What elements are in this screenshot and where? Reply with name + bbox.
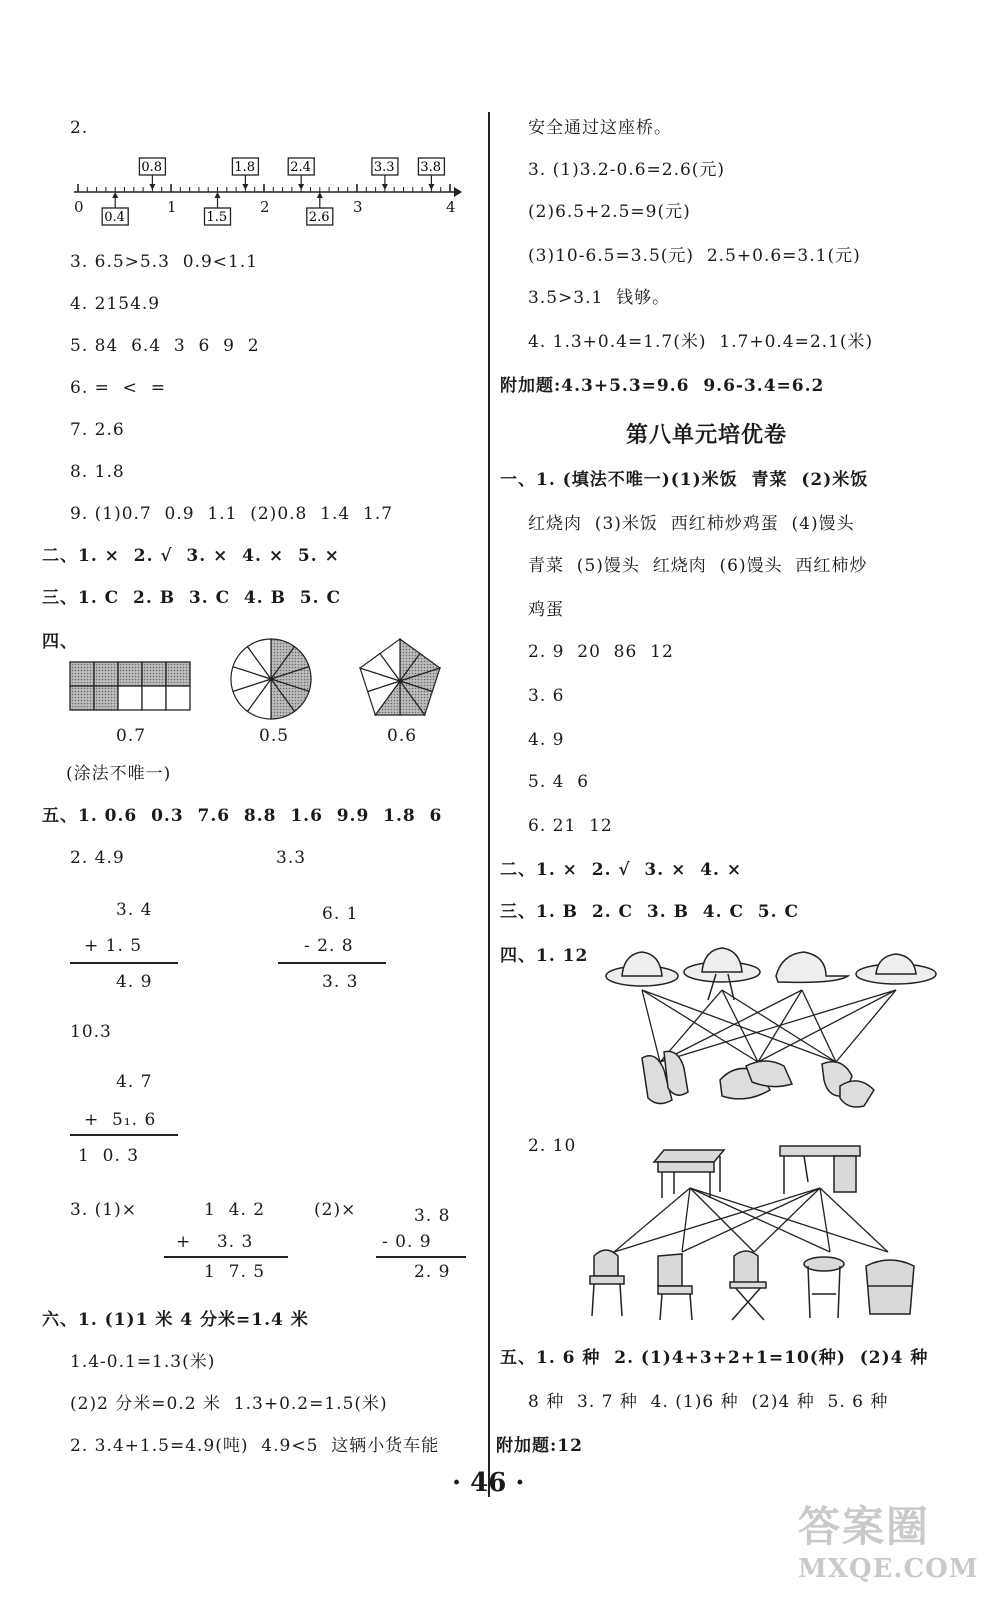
calc4-line1: 1 4. 2: [204, 1200, 266, 1220]
shoe-icon: [642, 1051, 874, 1107]
svg-text:3.8: 3.8: [420, 160, 442, 175]
calc3-rule: [70, 1134, 178, 1136]
calc2-result: 3. 3: [322, 972, 359, 992]
calc3-line2: + 5₁. 6: [84, 1110, 157, 1130]
r-line-2: 3. (1)3.2-0.6=2.6(元): [528, 160, 726, 180]
svg-text:1.8: 1.8: [234, 160, 256, 175]
q5: 5. 84 6.4 3 6 9 2: [70, 336, 260, 356]
section-5-2c: 10.3: [70, 1022, 112, 1042]
shaded-pentagon-figure: [354, 633, 446, 721]
calc1-line1: 3. 4: [116, 900, 153, 920]
section-6-3: (2)2 分米=0.2 米 1.3+0.2=1.5(米): [70, 1394, 388, 1414]
calc4-result: 1 7. 5: [204, 1262, 266, 1282]
s1-line-d: 鸡蛋: [528, 600, 564, 620]
q6: 6. = < =: [70, 378, 166, 398]
svg-text:1.5: 1.5: [206, 210, 228, 225]
number-line-box-above: [288, 158, 314, 190]
number-line-label: 4: [446, 198, 456, 216]
shaded-grid-figure: [68, 660, 192, 712]
s2-line: 二、1. × 2. √ 3. × 4. ×: [500, 860, 743, 880]
section-5-3a: 3. (1)×: [70, 1200, 137, 1220]
number-line-label: 1: [167, 198, 177, 216]
grid-cell: [70, 662, 94, 686]
grid-cell: [94, 662, 118, 686]
r-line-1: 安全通过这座桥。: [528, 118, 672, 138]
number-line-box-below: [205, 192, 231, 225]
section-5-2b: 3.3: [276, 848, 307, 868]
calc4-line2: + 3. 3: [176, 1232, 254, 1252]
shade-label-circle: 0.5: [259, 726, 290, 746]
s1-line-g: 4. 9: [528, 730, 565, 750]
calc1-line2: + 1. 5: [84, 936, 143, 956]
section-4: 四、: [42, 632, 78, 652]
calc5-rule: [376, 1256, 466, 1258]
calc5-line2: - 0. 9: [382, 1232, 432, 1252]
calc5-line1: 3. 8: [414, 1206, 451, 1226]
number-line-label: 2: [260, 198, 270, 216]
watermark-line-2: MXQE.COM: [798, 1554, 979, 1584]
desk-icon: [654, 1146, 860, 1198]
calc3-line1: 4. 7: [116, 1072, 153, 1092]
s1-line-b: 红烧肉 (3)米饭 西红柿炒鸡蛋 (4)馒头: [528, 514, 855, 534]
number-line-box-above: [418, 158, 444, 190]
s5-line-b: 8 种 3. 7 种 4. (1)6 种 (2)4 种 5. 6 种: [528, 1392, 889, 1412]
calc2-rule: [278, 962, 386, 964]
s1-line-h: 5. 4 6: [528, 772, 590, 792]
r-line-5: 3.5>3.1 钱够。: [528, 288, 671, 308]
number-line-box-below: [102, 192, 128, 225]
watermark: [798, 1494, 978, 1592]
s1-line-c: 青菜 (5)馒头 红烧肉 (6)馒头 西红柿炒: [528, 556, 868, 576]
s1-line-f: 3. 6: [528, 686, 565, 706]
shade-label-grid: 0.7: [116, 726, 147, 746]
hat-icon: [606, 948, 936, 1000]
s5-line-a: 五、1. 6 种 2. (1)4+3+2+1=10(种) (2)4 种: [500, 1348, 929, 1368]
grid-cell: [94, 686, 118, 710]
q9: 9. (1)0.7 0.9 1.1 (2)0.8 1.4 1.7: [70, 504, 394, 524]
shaded-circle-figure: [228, 636, 314, 722]
hats-shoes-diagram: [596, 940, 948, 1110]
svg-text:3.3: 3.3: [373, 160, 395, 175]
page-number: · 46 ·: [452, 1468, 525, 1498]
section-6-4: 2. 3.4+1.5=4.9(吨) 4.9<5 这辆小货车能: [70, 1436, 440, 1456]
r-line-3: (2)6.5+2.5=9(元): [528, 202, 691, 222]
calc5-result: 2. 9: [414, 1262, 451, 1282]
s1-line-e: 2. 9 20 86 12: [528, 642, 674, 662]
number-line-box-above: [372, 158, 398, 190]
svg-text:2.6: 2.6: [308, 210, 330, 225]
svg-text:0.8: 0.8: [141, 160, 163, 175]
calc1-result: 4. 9: [116, 972, 153, 992]
section-6-2: 1.4-0.1=1.3(米): [70, 1352, 216, 1372]
q4: 4. 2154.9: [70, 294, 161, 314]
s-extra: 附加题:12: [496, 1436, 583, 1456]
section-5-1: 五、1. 0.6 0.3 7.6 8.8 1.6 9.9 1.8 6: [42, 806, 443, 826]
grid-cell: [142, 686, 166, 710]
calc2-line1: 6. 1: [322, 904, 359, 924]
q3: 3. 6.5>5.3 0.9<1.1: [70, 252, 259, 272]
calc3-result: 1 0. 3: [78, 1146, 140, 1166]
shade-note: (涂法不唯一): [66, 764, 172, 784]
column-divider: [488, 112, 490, 1497]
q2-label: 2.: [70, 118, 89, 138]
watermark-line-1: 答案圈: [798, 1502, 931, 1551]
s1-line-a: 一、1. (填法不唯一)(1)米饭 青菜 (2)米饭: [500, 470, 869, 490]
s1-line-i: 6. 21 12: [528, 816, 613, 836]
number-line-label: 3: [353, 198, 363, 216]
section-5-3b: (2)×: [314, 1200, 357, 1220]
grid-cell: [166, 662, 190, 686]
s4-line-a: 四、1. 12: [500, 946, 589, 966]
tables-chairs-diagram: [574, 1136, 954, 1326]
calc4-rule: [164, 1256, 288, 1258]
grid-cell: [142, 662, 166, 686]
grid-cell: [70, 686, 94, 710]
number-line-box-above: [232, 158, 258, 190]
number-line-label: 0: [74, 198, 84, 216]
s3-line: 三、1. B 2. C 3. B 4. C 5. C: [500, 902, 800, 922]
shade-label-pentagon: 0.6: [387, 726, 418, 746]
r-extra-question: 附加题:4.3+5.3=9.6 9.6-3.4=6.2: [500, 376, 825, 396]
calc2-line2: - 2. 8: [304, 936, 354, 956]
r-line-4: (3)10-6.5=3.5(元) 2.5+0.6=3.1(元): [528, 246, 861, 266]
number-line-box-above: [139, 158, 165, 190]
r-line-6: 4. 1.3+0.4=1.7(米) 1.7+0.4=2.1(米): [528, 332, 874, 352]
section-5-2a: 2. 4.9: [70, 848, 125, 868]
q8: 8. 1.8: [70, 462, 125, 482]
number-line-figure: [66, 152, 466, 232]
grid-cell: [118, 662, 142, 686]
s4-line-b: 2. 10: [528, 1136, 577, 1156]
grid-cell: [118, 686, 142, 710]
grid-cell: [166, 686, 190, 710]
calc1-rule: [70, 962, 178, 964]
section-6-1: 六、1. (1)1 米 4 分米=1.4 米: [42, 1310, 309, 1330]
q7: 7. 2.6: [70, 420, 125, 440]
section-2: 二、1. × 2. √ 3. × 4. × 5. ×: [42, 546, 340, 566]
svg-text:2.4: 2.4: [290, 160, 311, 175]
chair-icon: [590, 1250, 914, 1320]
section-3: 三、1. C 2. B 3. C 4. B 5. C: [42, 588, 342, 608]
unit-heading: 第八单元培优卷: [626, 422, 788, 448]
number-line-box-below: [307, 192, 333, 225]
svg-text:0.4: 0.4: [104, 210, 125, 225]
